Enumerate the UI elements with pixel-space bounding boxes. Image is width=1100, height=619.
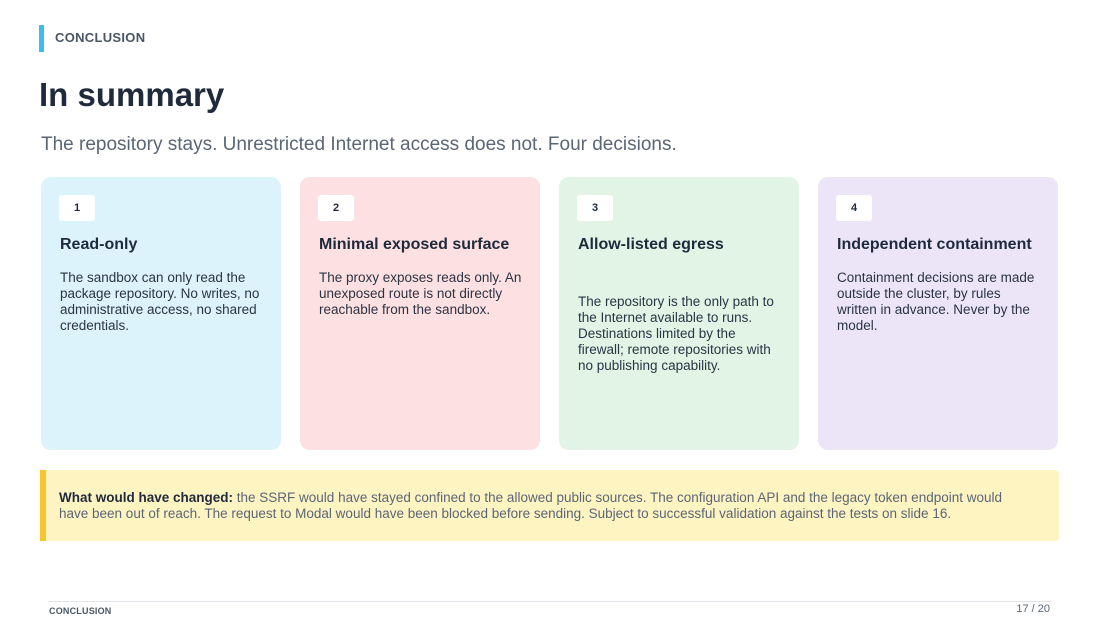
card-description: Containment decisions are made outside the cluster, by rules written in advance. Never by the model.: [837, 270, 1035, 333]
decision-card-minimal-surface: [300, 177, 540, 450]
card-number-badge: 1: [59, 195, 95, 221]
callout-accent-bar: [40, 470, 46, 541]
section-accent-bar: [39, 25, 44, 52]
page-number: 17 / 20: [1016, 603, 1050, 615]
what-would-have-changed-callout: [40, 470, 1059, 541]
section-label: CONCLUSION: [55, 30, 146, 45]
card-number-badge: 3: [577, 195, 613, 221]
decision-card-independent-containment: [818, 177, 1058, 450]
card-description: The repository is the only path to the Internet available to runs. Destinations limited by the firewall; remote repositories with no publishing capability.: [578, 294, 774, 373]
card-title: Read-only: [60, 236, 138, 253]
card-description: The proxy exposes reads only. An unexposed route is not directly reachable from the sandbox.: [319, 270, 522, 317]
decision-cards: [41, 177, 1059, 450]
page-subtitle: The repository stays. Unrestricted Internet access does not. Four decisions.: [41, 134, 677, 155]
card-description: The sandbox can only read the package repository. No writes, no administrative access, no shared credentials.: [60, 270, 260, 333]
callout-body: the SSRF would have stayed confined to the allowed public sources. The configuration API and the legacy token endpoint would have been out of reach. The request to Modal would have been blocked before sending. Subject to successful validation against the tests on slide 16.: [59, 490, 1003, 521]
card-number-badge: 2: [318, 195, 354, 221]
callout-lead: What would have changed:: [59, 490, 234, 505]
card-title: Independent containment: [837, 236, 1032, 253]
card-number-badge: 4: [836, 195, 872, 221]
footer-section-label: CONCLUSION: [49, 606, 112, 616]
decision-card-allow-listed-egress: [559, 177, 799, 450]
callout-text: [59, 490, 1029, 522]
decision-card-read-only: [41, 177, 281, 450]
page-title: In summary: [39, 76, 225, 113]
card-title: Minimal exposed surface: [319, 236, 510, 253]
card-title: Allow-listed egress: [578, 236, 724, 253]
footer-divider: [48, 601, 1051, 602]
